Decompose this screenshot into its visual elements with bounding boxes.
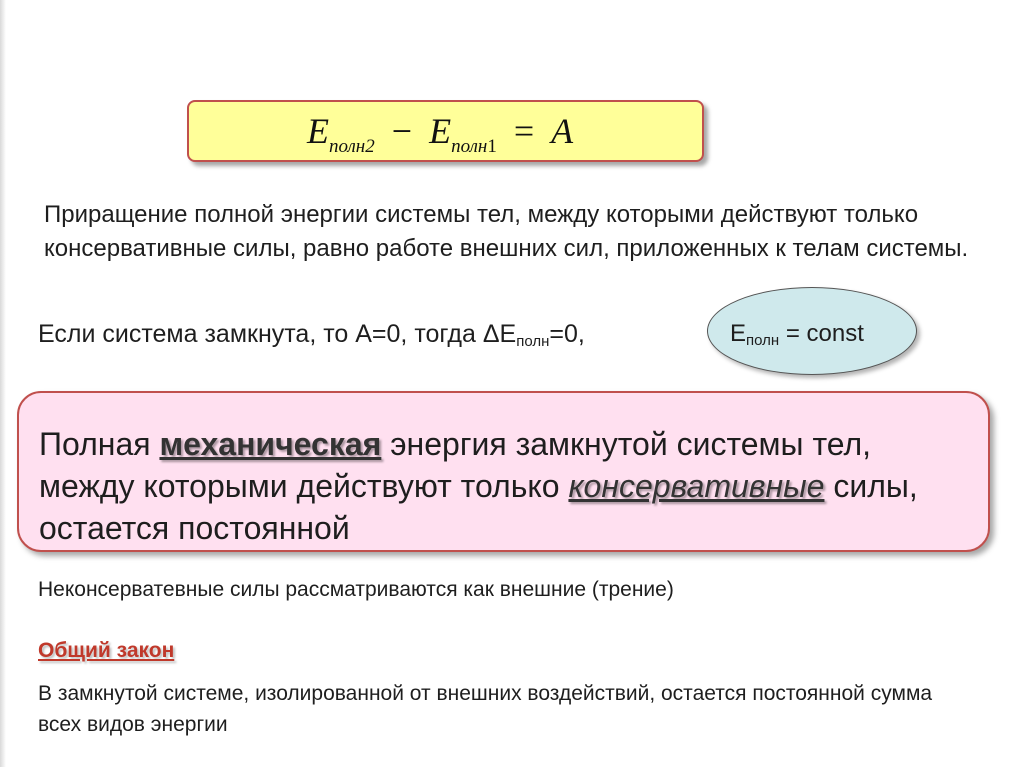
closed-system-line <box>38 320 585 350</box>
conservation-law-text <box>39 423 969 549</box>
closed-system-prefix: Если система замкнута, то А=0, тогда ΔЕ <box>38 320 517 348</box>
formula-result: A <box>551 111 574 151</box>
law-part2: энергия замкнутой системы тел, между которыми действуют только <box>39 426 872 504</box>
energy-const-text <box>730 320 864 349</box>
energy-const-oval <box>707 287 917 375</box>
formula-equals: = <box>513 111 535 151</box>
formula-box <box>187 100 704 162</box>
law-emphasis-mechanical: механическая <box>159 426 382 462</box>
increment-paragraph: Приращение полной энергии системы тел, между которыми действуют только консервативные силы, равно работе внешних сил, приложенных к телам системы. <box>44 201 969 262</box>
formula-minus: − <box>391 111 413 151</box>
closed-system-suffix: =0, <box>549 320 585 348</box>
formula-lhs-subscript: полн2 <box>329 136 375 157</box>
conservation-law-box <box>17 391 990 552</box>
formula-rhs-subscript-text: полн <box>451 136 488 157</box>
nonconservative-note: Неконсерватевные силы рассматриваются как внешние (трение) <box>38 578 674 601</box>
slide-edge <box>0 0 6 767</box>
formula-lhs-symbol: E <box>307 111 329 151</box>
law-part1: Полная <box>39 426 160 462</box>
const-subscript: полн <box>746 332 780 349</box>
formula-rhs-subscript-digit: 1 <box>487 136 497 157</box>
general-law-heading: Общий закон <box>38 639 175 662</box>
law-emphasis-conservative: консервативные <box>568 468 825 504</box>
const-symbol: Е <box>730 320 747 347</box>
closed-system-subscript: полн <box>516 333 550 350</box>
formula-rhs-symbol: E <box>429 111 452 151</box>
const-value: = const <box>779 320 864 347</box>
law-part3: силы, остается постоянной <box>39 468 918 546</box>
general-law-text: В замкнутой системе, изолированной от внешних воздействий, остается постоянной сумма всех видов энергии <box>38 682 933 736</box>
formula-rhs-subscript <box>451 136 497 157</box>
energy-formula <box>307 110 573 158</box>
